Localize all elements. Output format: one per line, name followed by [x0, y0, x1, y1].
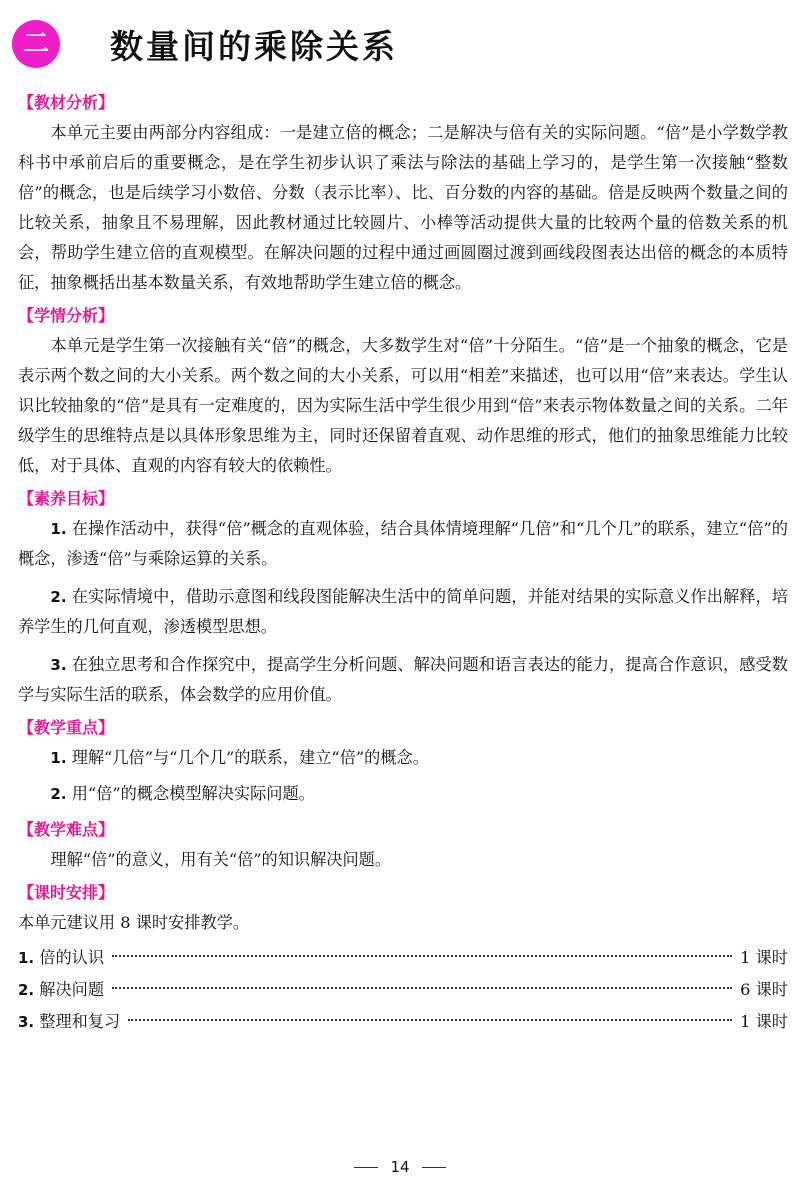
key-point-item	[18, 779, 788, 809]
schedule-item-label: 倍的认识	[39, 948, 105, 967]
key-point-text: 用“倍”的概念模型解决实际问题。	[71, 784, 315, 803]
goal-item	[18, 582, 788, 642]
goal-text: 在实际情境中，借助示意图和线段图能解决生活中的简单问题，并能对结果的实际意义作出解释，培养学生的几何直观，渗透模型思想。	[18, 587, 788, 636]
schedule-row	[18, 942, 788, 974]
section-heading-schedule: 【课时安排】	[18, 883, 115, 902]
material-analysis-text: 本单元主要由两部分内容组成：一是建立倍的概念；二是解决与倍有关的实际问题。“倍”是小学数学教科书中承前启后的重要概念，是在学生初步认识了乘法与除法的基础上学习的，是学生第一次接触“整数倍”的概念，也是后续学习小数倍、分数（表示比率）、比、百分数的内容的基础。倍是反映两个数量之间的比较关系，抽象且不易理解，因此教材通过比较圆片、小棒等活动提供大量的比较两个量的倍数关系的机会，帮助学生建立倍的直观模型。在解决问题的过程中通过画圆圈过渡到画线段图表达出倍的概念的本质特征，抽象概括出基本数量关系，有效地帮助学生建立倍的概念。	[18, 123, 788, 292]
schedule-item-name	[18, 1006, 120, 1038]
page-content	[18, 88, 788, 1038]
goal-item	[18, 650, 788, 710]
goal-text: 在独立思考和合作探究中，提高学生分析问题、解决问题和语言表达的能力，提高合作意识，感受数学与实际生活的联系，体会数学的应用价值。	[18, 655, 788, 704]
footer-dash-right	[422, 1167, 446, 1168]
dot-leader	[112, 955, 732, 957]
schedule-item-label: 解决问题	[39, 980, 105, 999]
schedule-list	[18, 942, 788, 1038]
section-heading-students: 【学情分析】	[18, 306, 115, 325]
schedule-item-name	[18, 942, 104, 974]
key-points-list	[18, 743, 788, 809]
chapter-number-badge: 二	[12, 20, 60, 68]
dot-leader	[128, 1019, 732, 1021]
schedule-item-hours: 6 课时	[740, 980, 788, 999]
section-heading-material: 【教材分析】	[18, 93, 115, 112]
goals-list	[18, 514, 788, 710]
section-heading-goals: 【素养目标】	[18, 489, 115, 508]
student-analysis-text: 本单元是学生第一次接触有关“倍”的概念，大多数学生对“倍”十分陌生。“倍”是一个抽象的概念，它是表示两个数之间的大小关系。两个数之间的大小关系，可以用“相差”来描述，也可以用“倍”来表达。学生认识比较抽象的“倍”是具有一定难度的，因为实际生活中学生很少用到“倍”来表示物体数量之间的关系。二年级学生的思维特点是以具体形象思维为主，同时还保留着直观、动作思维的形式，他们的抽象思维能力比较低，对于具体、直观的内容有较大的依赖性。	[18, 336, 788, 475]
page-footer	[0, 1158, 800, 1176]
footer-dash-left	[354, 1167, 378, 1168]
schedule-row	[18, 974, 788, 1006]
key-point-number: 2.	[50, 785, 67, 803]
schedule-item-name	[18, 974, 104, 1006]
key-point-number: 1.	[50, 749, 67, 767]
goal-number: 1.	[50, 520, 67, 538]
schedule-item-hours: 1 课时	[740, 1012, 788, 1031]
schedule-item-number: 3.	[18, 1013, 35, 1031]
schedule-item-number: 2.	[18, 981, 35, 999]
chapter-title: 数量间的乘除关系	[110, 26, 398, 66]
page-number: 14	[390, 1158, 410, 1176]
goal-number: 3.	[50, 656, 67, 674]
schedule-item-hours: 1 课时	[740, 948, 788, 967]
section-heading-difficulties: 【教学难点】	[18, 820, 115, 839]
schedule-item-number: 1.	[18, 949, 35, 967]
goal-number: 2.	[50, 588, 67, 606]
section-heading-key-points: 【教学重点】	[18, 718, 115, 737]
schedule-intro: 本单元建议用 8 课时安排教学。	[18, 913, 250, 932]
goal-text: 在操作活动中，获得“倍”概念的直观体验，结合具体情境理解“几倍”和“几个几”的联系，建立“倍”的概念，渗透“倍”与乘除运算的关系。	[18, 519, 788, 568]
key-point-item	[18, 743, 788, 773]
dot-leader	[112, 987, 732, 989]
difficulties-text: 理解“倍”的意义，用有关“倍”的知识解决问题。	[50, 850, 392, 869]
key-point-text: 理解“几倍”与“几个几”的联系，建立“倍”的概念。	[71, 748, 429, 767]
schedule-item-label: 整理和复习	[39, 1012, 121, 1031]
chapter-header	[12, 14, 398, 74]
schedule-row	[18, 1006, 788, 1038]
goal-item	[18, 514, 788, 574]
